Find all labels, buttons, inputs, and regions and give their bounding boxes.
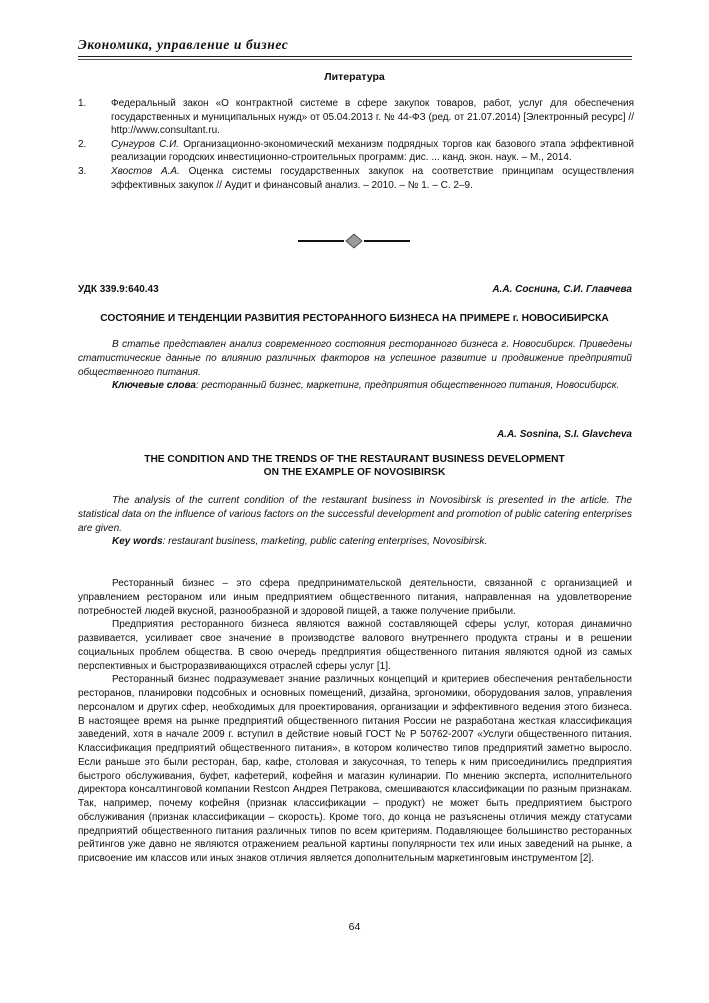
references-list [78, 97, 634, 192]
reference-item [78, 97, 634, 138]
authors-en: A.A. Sosnina, S.I. Glavcheva [496, 429, 632, 440]
article-title-en-line1: THE CONDITION AND THE TRENDS OF THE RESTAURANT BUSINESS DEVELOPMENT [144, 454, 565, 465]
article-title-en-line2: ON THE EXAMPLE OF NOVOSIBIRSK [263, 467, 446, 478]
reference-number: 3. [78, 165, 87, 177]
reference-body: Оценка системы государственных закупок на соответствие принципам осуществления эффективных закупок // Аудит и финансовый анализ. – 2010. – № 1. – С. 2–9. [111, 165, 634, 191]
references-heading: Литература [324, 71, 385, 83]
body-paragraph: Ресторанный бизнес подразумевает знание различных концепций и критериев обеспечения рентабельности ресторанов, планировки подсобных и основных помещений, дизайна, эргономики, оборудования залов, управления персоналом и других сфер, необходимых для проектирования, организации и эффективного ведения этого бизнеса. В настоящее время на рынке предприятий общественного питания России не разработана жесткая классификация заведений, хотя в начале 2009 г. вступил в действие новый ГОСТ № Р 50762-2007 «Услуги общественного питания. Классификация предприятий общественного питания», в котором количество типов предприятий заметно выросло. Если раньше это были ресторан, бар, кафе, столовая и закусочная, то теперь к ним присоединились предприятия быстрого обслуживания, буфет, кафетерий, кофейня и магазин кулинарии. По мнению эксперта, исполнительного директора консалтинговой компании Restcon Андрея Петракова, смешиваются классификации по разным признакам. Так, например, почему кофейня (признак классификации – продукт) не может быть предприятием быстрого обслуживания (признак классификации – скорость). Кроме того, до конца не разъяснены отличия между статусами предприятий общественного питания различных типов по всем критериям. Подавляющее большинство ресторанных рейтингов уже давно не являются отражением реальной картины популярности тех или иных заведений на рынке, а присвоение им классов или иных знаков отличия является дополнительным маркетинговым инструментом [2]. [78, 674, 632, 864]
article-body [78, 577, 632, 866]
reference-body: Организационно-экономический механизм подрядных торгов как базового этапа эффективной реализации городских инвестиционно-строительных программ: дис. ... канд. экон. наук. – М., 2014. [111, 138, 634, 164]
article-title-ru: СОСТОЯНИЕ И ТЕНДЕНЦИИ РАЗВИТИЯ РЕСТОРАННОГО БИЗНЕСА НА ПРИМЕРЕ г. НОВОСИБИРСКА [100, 313, 609, 324]
header-rule-thin [78, 59, 632, 60]
abstract-en [78, 494, 632, 549]
reference-body: Федеральный закон «О контрактной системе в сфере закупок товаров, работ, услуг для обеспечения государственных и муниципальных нужд» от 05.04.2013 г. № 44-ФЗ (ред. от 21.07.2014) [Электронный ресурс] // http://www.consultant.ru. [111, 98, 634, 137]
keywords-ru-text: : ресторанный бизнес, маркетинг, предприятия общественного питания, Новосибирск. [195, 380, 620, 392]
abstract-ru-text: В статье представлен анализ современного состояния ресторанного бизнеса г. Новосибирск. Приведены статистические данные по влиянию различных факторов на успешное развитие и продвижение предприятий общественного питания. [78, 339, 632, 378]
journal-title: Экономика, управление и бизнес [78, 37, 289, 52]
article-title-en [0, 453, 709, 479]
reference-text [111, 165, 634, 192]
udk-line [78, 284, 632, 295]
abstract-en-text: The analysis of the current condition of the restaurant business in Novosibirsk is presented in the article. The statistical data on the influence of various factors on the successful development and promotion of public catering enterprises are given. [78, 495, 632, 534]
body-paragraph: Ресторанный бизнес – это сфера предпринимательской деятельности, связанной с организацией и управлением рестораном или иным предприятием общественного питания, направленная на удовлетворение потребностей людей вкусной, разнообразной и здоровой пищей, а также получение прибыли. [78, 578, 632, 617]
abstract-ru [78, 338, 632, 393]
authors-ru: А.А. Соснина, С.И. Главчева [492, 284, 632, 295]
page-number: 64 [348, 921, 361, 933]
section-divider-ornament [298, 233, 410, 249]
reference-text [111, 138, 634, 165]
reference-author: Сунгуров С.И. [111, 138, 180, 150]
reference-number: 1. [78, 98, 87, 109]
reference-text [111, 97, 634, 138]
reference-item [78, 165, 634, 192]
reference-number: 2. [78, 138, 87, 150]
keywords-en-label: Key words [112, 536, 163, 548]
keywords-ru [78, 379, 632, 393]
reference-author: Хвостов А.А. [111, 165, 180, 177]
body-paragraph: Предприятия ресторанного бизнеса являются важной составляющей сферы услуг, которая динамично развивается, усиливает свое значение в производстве валового внутреннего продукта страны и в решении социальных проблем общества. В свою очередь предприятия общественного питания являются одной из самых перспективных и быстроразвивающихся отраслей сферы услуг [1]. [78, 619, 632, 672]
keywords-en [78, 535, 632, 549]
keywords-ru-label: Ключевые слова [112, 380, 196, 392]
header-rule [78, 56, 632, 57]
udk-code: УДК 339.9:640.43 [78, 284, 159, 295]
reference-item [78, 138, 634, 165]
keywords-en-text: : restaurant business, marketing, public catering enterprises, Novosibirsk. [162, 536, 488, 548]
